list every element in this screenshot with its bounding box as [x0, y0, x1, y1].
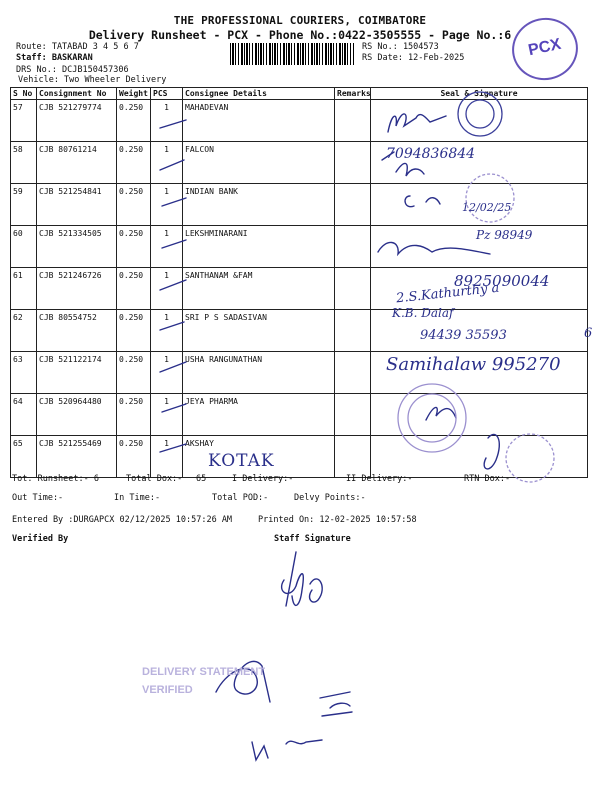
cell-consignee: LEKSHMINARANI	[183, 226, 335, 268]
handwriting-name: K.B. Dalaf	[392, 306, 454, 320]
total-dox-value: 65	[196, 474, 207, 484]
in-time: In Time:-	[114, 493, 161, 503]
printed-on: Printed On: 12-02-2025 10:57:58	[258, 515, 417, 525]
cell-weight: 0.250	[117, 226, 151, 268]
cell-consignment: CJB 80554752	[37, 310, 117, 352]
cell-consignment: CJB 520964480	[37, 394, 117, 436]
handwriting-name: Samihalaw 995270	[386, 354, 561, 375]
cell-consignee: SRI P S SADASIVAN	[183, 310, 335, 352]
staff-signature-mark	[282, 552, 323, 606]
cell-consignment: CJB 521334505	[37, 226, 117, 268]
col-weight: Weight	[117, 88, 151, 100]
handwriting-date: 12/02/25	[462, 201, 512, 214]
handwriting-extra: 6	[584, 326, 593, 341]
cell-weight: 0.250	[117, 436, 151, 478]
cell-pcs: 1	[151, 310, 183, 352]
tick-mark	[160, 120, 186, 128]
tick-mark	[160, 160, 184, 170]
cell-weight: 0.250	[117, 268, 151, 310]
cell-pcs: 1	[151, 268, 183, 310]
cell-consignee: MAHADEVAN	[183, 100, 335, 142]
col-remarks: Remarks	[335, 88, 371, 100]
col-consignment: Consignment No	[37, 88, 117, 100]
rs-number: RS No.: 1504573	[362, 42, 439, 52]
tick-mark	[160, 444, 186, 452]
cell-consignee: AKSHAY	[183, 436, 335, 478]
handwriting-kotak: KOTAK	[208, 451, 275, 471]
cell-sno: 58	[11, 142, 37, 184]
cell-pcs: 1	[151, 184, 183, 226]
drs-number: DRS No.: DCJB150457306	[16, 65, 129, 75]
cell-pcs: 1	[151, 394, 183, 436]
cell-consignee: FALCON	[183, 142, 335, 184]
verified-stamp: VERIFIED	[142, 684, 193, 696]
handwriting-phone: 8925090044	[454, 272, 550, 290]
tot-runsheet: Tot. Runsheet:- 6	[12, 474, 99, 484]
out-time: Out Time:-	[12, 493, 64, 503]
cell-sno: 64	[11, 394, 37, 436]
cell-sno: 63	[11, 352, 37, 394]
bottom-scribble	[320, 692, 352, 716]
cell-weight: 0.250	[117, 310, 151, 352]
i-delivery: I Delivery:-	[232, 474, 294, 484]
delivery-statement-stamp: DELIVERY STATEMENT	[142, 666, 266, 678]
staff-text: Staff: BASKARAN	[16, 53, 93, 63]
cell-sno: 59	[11, 184, 37, 226]
cell-consignment: CJB 80761214	[37, 142, 117, 184]
tick-mark	[160, 322, 184, 330]
seal-circle	[458, 92, 502, 136]
cell-consignee: SANTHANAM &FAM	[183, 268, 335, 310]
cell-weight: 0.250	[117, 100, 151, 142]
pcx-stamp: PCX	[506, 12, 583, 86]
handwriting-phone: 94439 35593	[420, 328, 507, 343]
cell-weight: 0.250	[117, 394, 151, 436]
signature-lekshmi	[378, 242, 490, 254]
runsheet-title: Delivery Runsheet - PCX - Phone No.:0422-3505555 - Page No.:6	[88, 28, 512, 42]
cell-consignment: CJB 521279774	[37, 100, 117, 142]
cell-pcs: 1	[151, 436, 183, 478]
cell-consignee: INDIAN BANK	[183, 184, 335, 226]
company-title: THE PROFESSIONAL COURIERS, COIMBATORE	[173, 14, 427, 27]
cell-sno: 57	[11, 100, 37, 142]
ii-delivery: II Delivery:-	[346, 474, 413, 484]
cell-consignment: CJB 521254841	[37, 184, 117, 226]
seal-circle	[506, 434, 554, 482]
tick-mark	[160, 280, 186, 290]
signature-mahadevan	[388, 114, 446, 132]
cell-weight: 0.250	[117, 142, 151, 184]
col-pcs: PCS	[151, 88, 183, 100]
total-pod: Total POD:-	[212, 493, 269, 503]
tick-mark	[162, 198, 186, 206]
signature-akshay	[484, 434, 499, 468]
tick-mark	[162, 404, 186, 412]
cell-consignment: CJB 521122174	[37, 352, 117, 394]
signature-indian-bank	[405, 196, 440, 207]
col-seal-signature: Seal & Signature	[371, 88, 588, 100]
rtn-dox: RTN Dox:-	[464, 474, 511, 484]
cell-weight: 0.250	[117, 352, 151, 394]
cell-consignment: CJB 521255469	[37, 436, 117, 478]
vehicle-text: Vehicle: Two Wheeler Delivery	[18, 75, 167, 85]
handwriting-phone: 7094836844	[386, 146, 476, 162]
cell-consignee: USHA RANGUNATHAN	[183, 352, 335, 394]
cell-pcs: 1	[151, 352, 183, 394]
cell-consignment: CJB 521246726	[37, 268, 117, 310]
col-sno: S No	[11, 88, 37, 100]
col-consignee: Consignee Details	[183, 88, 335, 100]
tick-mark	[160, 362, 186, 372]
cell-pcs: 1	[151, 100, 183, 142]
cell-sno: 65	[11, 436, 37, 478]
bottom-scribble	[252, 740, 322, 760]
total-dox-label: Total Dox:-	[126, 474, 183, 484]
delvy-points: Delvy Points:-	[294, 493, 366, 503]
seal-circle	[466, 174, 514, 222]
entered-by: Entered By :DURGAPCX 02/12/2025 10:57:26 AM	[12, 515, 233, 525]
tick-mark	[162, 240, 186, 248]
handwriting-number: Pz 98949	[476, 228, 533, 242]
rs-date: RS Date: 12-Feb-2025	[362, 53, 465, 63]
cell-consignee: JEYA PHARMA	[183, 394, 335, 436]
cell-weight: 0.250	[117, 184, 151, 226]
cell-pcs: 1	[151, 142, 183, 184]
cell-sno: 62	[11, 310, 37, 352]
cell-pcs: 1	[151, 226, 183, 268]
signature-jeya	[426, 407, 456, 420]
verified-by: Verified By	[12, 534, 69, 544]
cell-sno: 61	[11, 268, 37, 310]
staff-signature-label: Staff Signature	[274, 534, 351, 544]
handwriting-name: 2.S.Kathurthy a	[395, 280, 500, 307]
route-text: Route: TATABAD 3 4 5 6 7	[16, 42, 139, 52]
cell-sno: 60	[11, 226, 37, 268]
